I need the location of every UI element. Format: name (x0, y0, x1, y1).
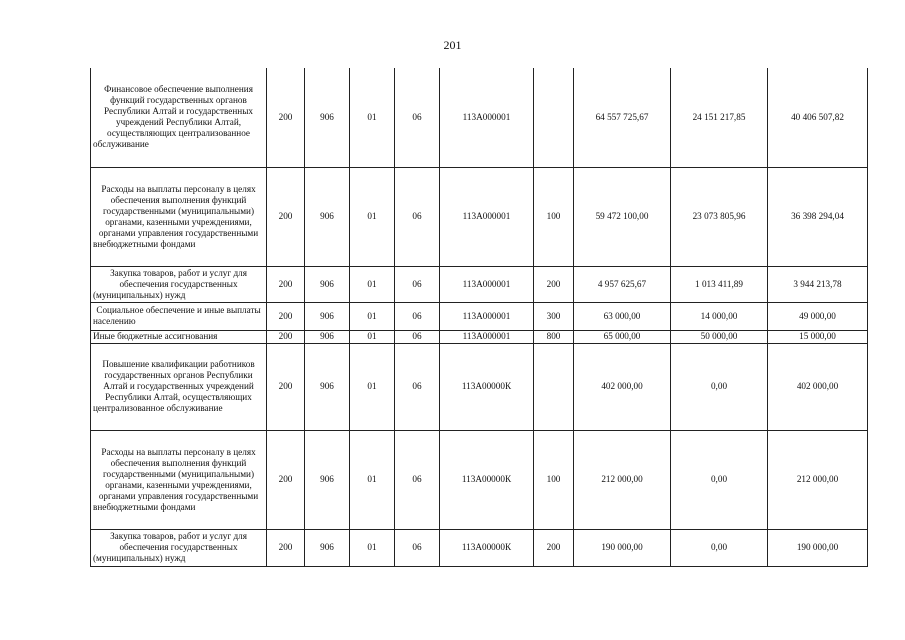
row-amount-1: 59 472 100,00 (574, 167, 671, 266)
row-subsection: 06 (395, 167, 440, 266)
row-subsection: 06 (395, 529, 440, 566)
row-expense-type: 200 (534, 529, 574, 566)
row-section: 01 (350, 167, 395, 266)
row-amount-1: 190 000,00 (574, 529, 671, 566)
row-chapter: 906 (305, 302, 350, 330)
row-ministry: 200 (267, 167, 305, 266)
row-expense-type: 100 (534, 430, 574, 529)
row-amount-2: 0,00 (671, 343, 768, 430)
table-row (91, 266, 868, 302)
row-amount-3: 190 000,00 (768, 529, 868, 566)
row-amount-1: 63 000,00 (574, 302, 671, 330)
row-amount-2: 1 013 411,89 (671, 266, 768, 302)
row-subsection: 06 (395, 302, 440, 330)
row-amount-2: 24 151 217,85 (671, 68, 768, 167)
row-chapter: 906 (305, 343, 350, 430)
row-amount-2: 23 073 805,96 (671, 167, 768, 266)
row-amount-3: 36 398 294,04 (768, 167, 868, 266)
row-section: 01 (350, 529, 395, 566)
row-section: 01 (350, 266, 395, 302)
table-row (91, 529, 868, 566)
row-expense-type (534, 343, 574, 430)
row-expense-type: 300 (534, 302, 574, 330)
row-section: 01 (350, 302, 395, 330)
row-chapter: 906 (305, 68, 350, 167)
row-section: 01 (350, 430, 395, 529)
row-subsection: 06 (395, 266, 440, 302)
budget-table (90, 68, 868, 567)
table-row (91, 430, 868, 529)
row-name: Закупка товаров, работ и услуг для обеспечения государственных (муниципальных) нужд (91, 266, 267, 302)
table-row (91, 343, 868, 430)
row-chapter: 906 (305, 430, 350, 529)
table-row (91, 167, 868, 266)
row-name: Расходы на выплаты персоналу в целях обеспечения выполнения функций государственными (муниципальными) органами, казенными учреждениями, органами управления государственными внебюджетными фондами (91, 167, 267, 266)
row-name: Закупка товаров, работ и услуг для обеспечения государственных (муниципальных) нужд (91, 529, 267, 566)
row-amount-2: 0,00 (671, 529, 768, 566)
row-name: Иные бюджетные ассигнования (91, 330, 267, 343)
row-target-code: 113А00000К (440, 343, 534, 430)
row-target-code: 113А000001 (440, 68, 534, 167)
row-amount-3: 402 000,00 (768, 343, 868, 430)
row-subsection: 06 (395, 343, 440, 430)
row-chapter: 906 (305, 266, 350, 302)
row-ministry: 200 (267, 430, 305, 529)
row-target-code: 113А00000К (440, 529, 534, 566)
row-expense-type: 200 (534, 266, 574, 302)
row-target-code: 113А000001 (440, 167, 534, 266)
row-expense-type: 100 (534, 167, 574, 266)
page-number: 201 (443, 38, 462, 52)
row-amount-3: 3 944 213,78 (768, 266, 868, 302)
row-amount-2: 50 000,00 (671, 330, 768, 343)
row-target-code: 113А000001 (440, 330, 534, 343)
row-subsection: 06 (395, 430, 440, 529)
row-amount-3: 212 000,00 (768, 430, 868, 529)
row-amount-1: 65 000,00 (574, 330, 671, 343)
row-subsection: 06 (395, 68, 440, 167)
row-subsection: 06 (395, 330, 440, 343)
row-expense-type: 800 (534, 330, 574, 343)
row-amount-3: 40 406 507,82 (768, 68, 868, 167)
table-row (91, 68, 868, 167)
row-target-code: 113А000001 (440, 302, 534, 330)
row-ministry: 200 (267, 529, 305, 566)
table-row (91, 302, 868, 330)
row-section: 01 (350, 68, 395, 167)
table-body (91, 68, 868, 566)
row-amount-1: 212 000,00 (574, 430, 671, 529)
row-amount-3: 15 000,00 (768, 330, 868, 343)
row-chapter: 906 (305, 167, 350, 266)
row-section: 01 (350, 330, 395, 343)
row-target-code: 113А00000К (440, 430, 534, 529)
row-name: Социальное обеспечение и иные выплаты населению (91, 302, 267, 330)
row-ministry: 200 (267, 266, 305, 302)
row-ministry: 200 (267, 330, 305, 343)
row-amount-1: 64 557 725,67 (574, 68, 671, 167)
row-amount-2: 14 000,00 (671, 302, 768, 330)
row-ministry: 200 (267, 343, 305, 430)
row-chapter: 906 (305, 529, 350, 566)
row-chapter: 906 (305, 330, 350, 343)
row-ministry: 200 (267, 302, 305, 330)
row-amount-3: 49 000,00 (768, 302, 868, 330)
row-amount-2: 0,00 (671, 430, 768, 529)
row-target-code: 113А000001 (440, 266, 534, 302)
row-ministry: 200 (267, 68, 305, 167)
row-section: 01 (350, 343, 395, 430)
row-amount-1: 4 957 625,67 (574, 266, 671, 302)
row-name: Повышение квалификации работников государственных органов Республики Алтай и государственных учреждений Республики Алтай, осуществляющих централизованное обслуживание (91, 343, 267, 430)
row-amount-1: 402 000,00 (574, 343, 671, 430)
row-name: Расходы на выплаты персоналу в целях обеспечения выполнения функций государственными (муниципальными) органами, казенными учреждениями, органами управления государственными внебюджетными фондами (91, 430, 267, 529)
row-name: Финансовое обеспечение выполнения функций государственных органов Республики Алтай и государственных учреждений Республики Алтай, осуществляющих централизованное обслуживание (91, 68, 267, 167)
table-row (91, 330, 868, 343)
row-expense-type (534, 68, 574, 167)
